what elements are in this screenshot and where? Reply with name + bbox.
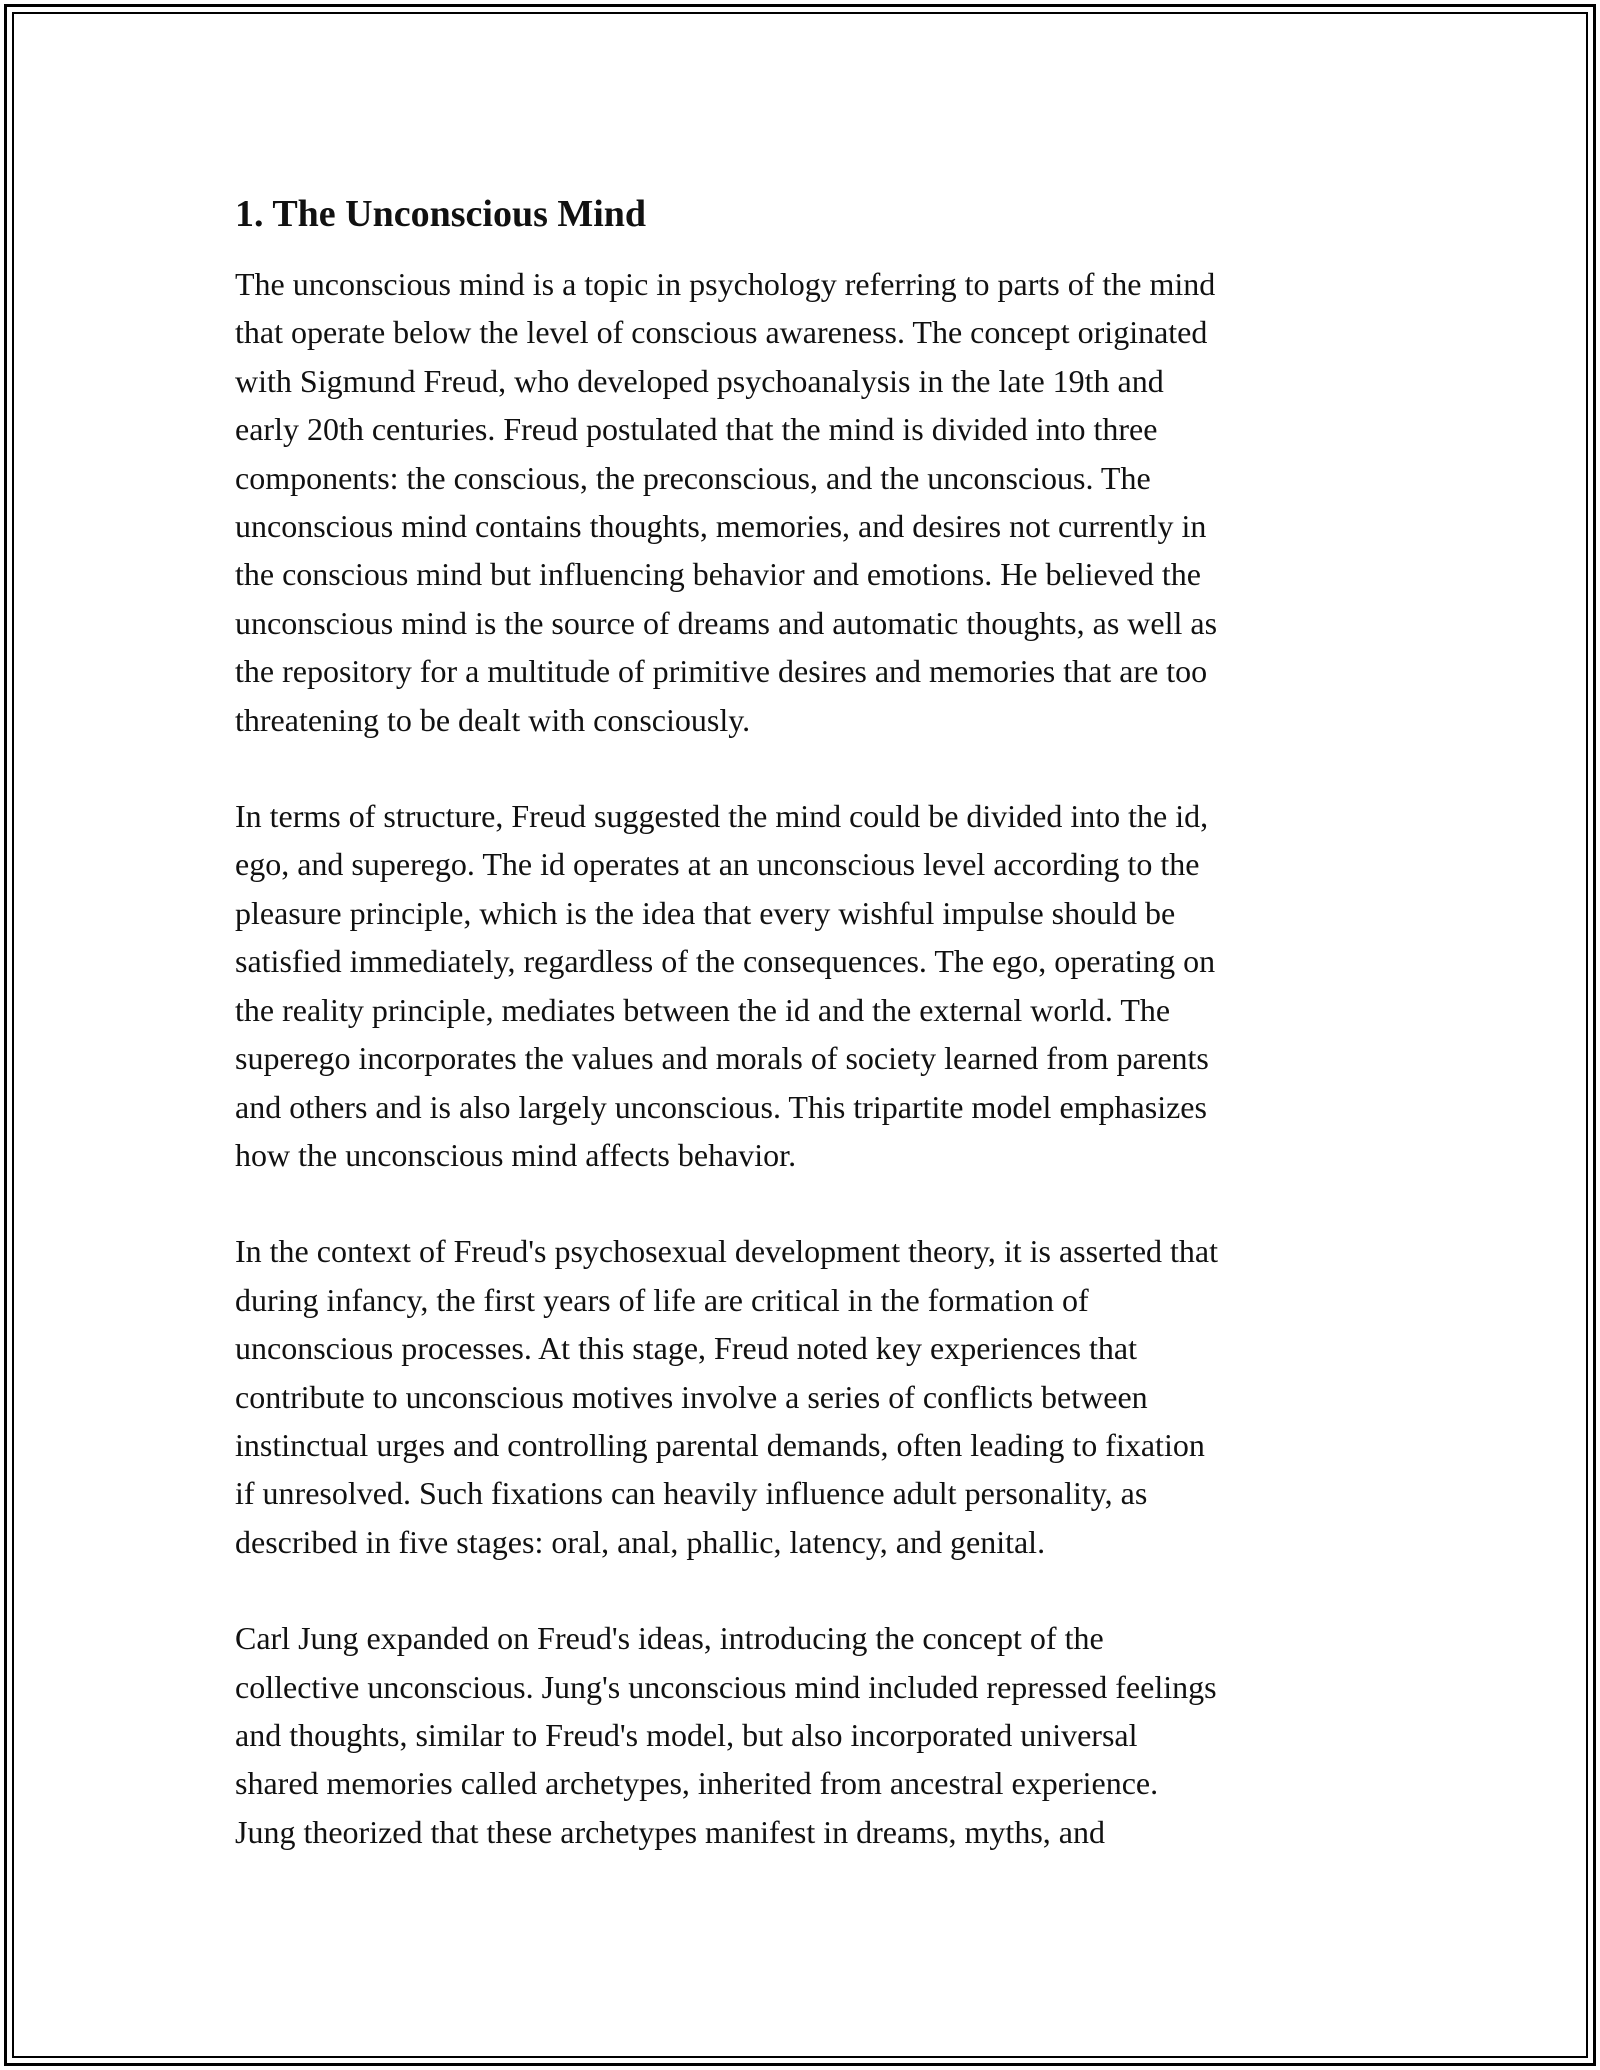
document-body: [235, 188, 1370, 1904]
text-line: components: the conscious, the preconscious, and the unconscious. The: [235, 459, 1151, 496]
paragraph: [235, 1614, 1370, 1856]
text-line: the conscious mind but influencing behavior and emotions. He believed the: [235, 556, 1201, 593]
text-line: The unconscious mind is a topic in psychology referring to parts of the mind: [235, 266, 1216, 302]
text-line: with Sigmund Freud, who developed psychoanalysis in the late 19th and: [235, 362, 1164, 399]
section-heading: 1. The Unconscious Mind: [235, 193, 647, 235]
text-line: collective unconscious. Jung's unconscious mind included repressed feelings: [235, 1668, 1217, 1705]
text-line: In terms of structure, Freud suggested the mind could be divided into the id,: [235, 798, 1209, 835]
text-line: ego, and superego. The id operates at an unconscious level according to the: [235, 846, 1200, 883]
text-line: and thoughts, similar to Freud's model, but also incorporated universal: [235, 1716, 1138, 1753]
text-line: how the unconscious mind affects behavior.: [235, 1136, 797, 1173]
text-line: instinctual urges and controlling parental demands, often leading to fixation: [235, 1426, 1205, 1463]
paragraph-list: [235, 260, 1370, 1856]
paragraph: [235, 792, 1370, 1179]
text-line: pleasure principle, which is the idea that every wishful impulse should be: [235, 894, 1176, 931]
text-line: contribute to unconscious motives involve a series of conflicts between: [235, 1378, 1148, 1415]
text-line: and others and is also largely unconscious. This tripartite model emphasizes: [235, 1088, 1207, 1125]
text-line: satisfied immediately, regardless of the consequences. The ego, operating on: [235, 943, 1216, 980]
text-line: unconscious mind is the source of dreams and automatic thoughts, as well as: [235, 604, 1218, 641]
text-line: Jung theorized that these archetypes manifest in dreams, myths, and: [235, 1813, 1105, 1850]
paragraph: [235, 260, 1370, 744]
text-line: Carl Jung expanded on Freud's ideas, introducing the concept of the: [235, 1620, 1104, 1657]
text-line: during infancy, the first years of life are critical in the formation of: [235, 1281, 1089, 1318]
text-line: the repository for a multitude of primitive desires and memories that are too: [235, 653, 1208, 690]
text-line: described in five stages: oral, anal, phallic, latency, and genital.: [235, 1523, 1046, 1560]
text-line: shared memories called archetypes, inherited from ancestral experience.: [235, 1765, 1159, 1802]
text-line: threatening to be dealt with consciously.: [235, 701, 751, 738]
paragraph: [235, 1227, 1370, 1566]
text-line: In the context of Freud's psychosexual development theory, it is asserted that: [235, 1233, 1218, 1270]
text-line: if unresolved. Such fixations can heavily influence adult personality, as: [235, 1475, 1148, 1512]
text-line: superego incorporates the values and morals of society learned from parents: [235, 1040, 1209, 1077]
text-line: unconscious mind contains thoughts, memories, and desires not currently in: [235, 508, 1207, 545]
text-line: early 20th centuries. Freud postulated that the mind is divided into three: [235, 411, 1158, 448]
text-line: unconscious processes. At this stage, Freud noted key experiences that: [235, 1330, 1137, 1367]
text-line: that operate below the level of conscious awareness. The concept originated: [235, 314, 1208, 351]
text-line: the reality principle, mediates between the id and the external world. The: [235, 991, 1171, 1028]
